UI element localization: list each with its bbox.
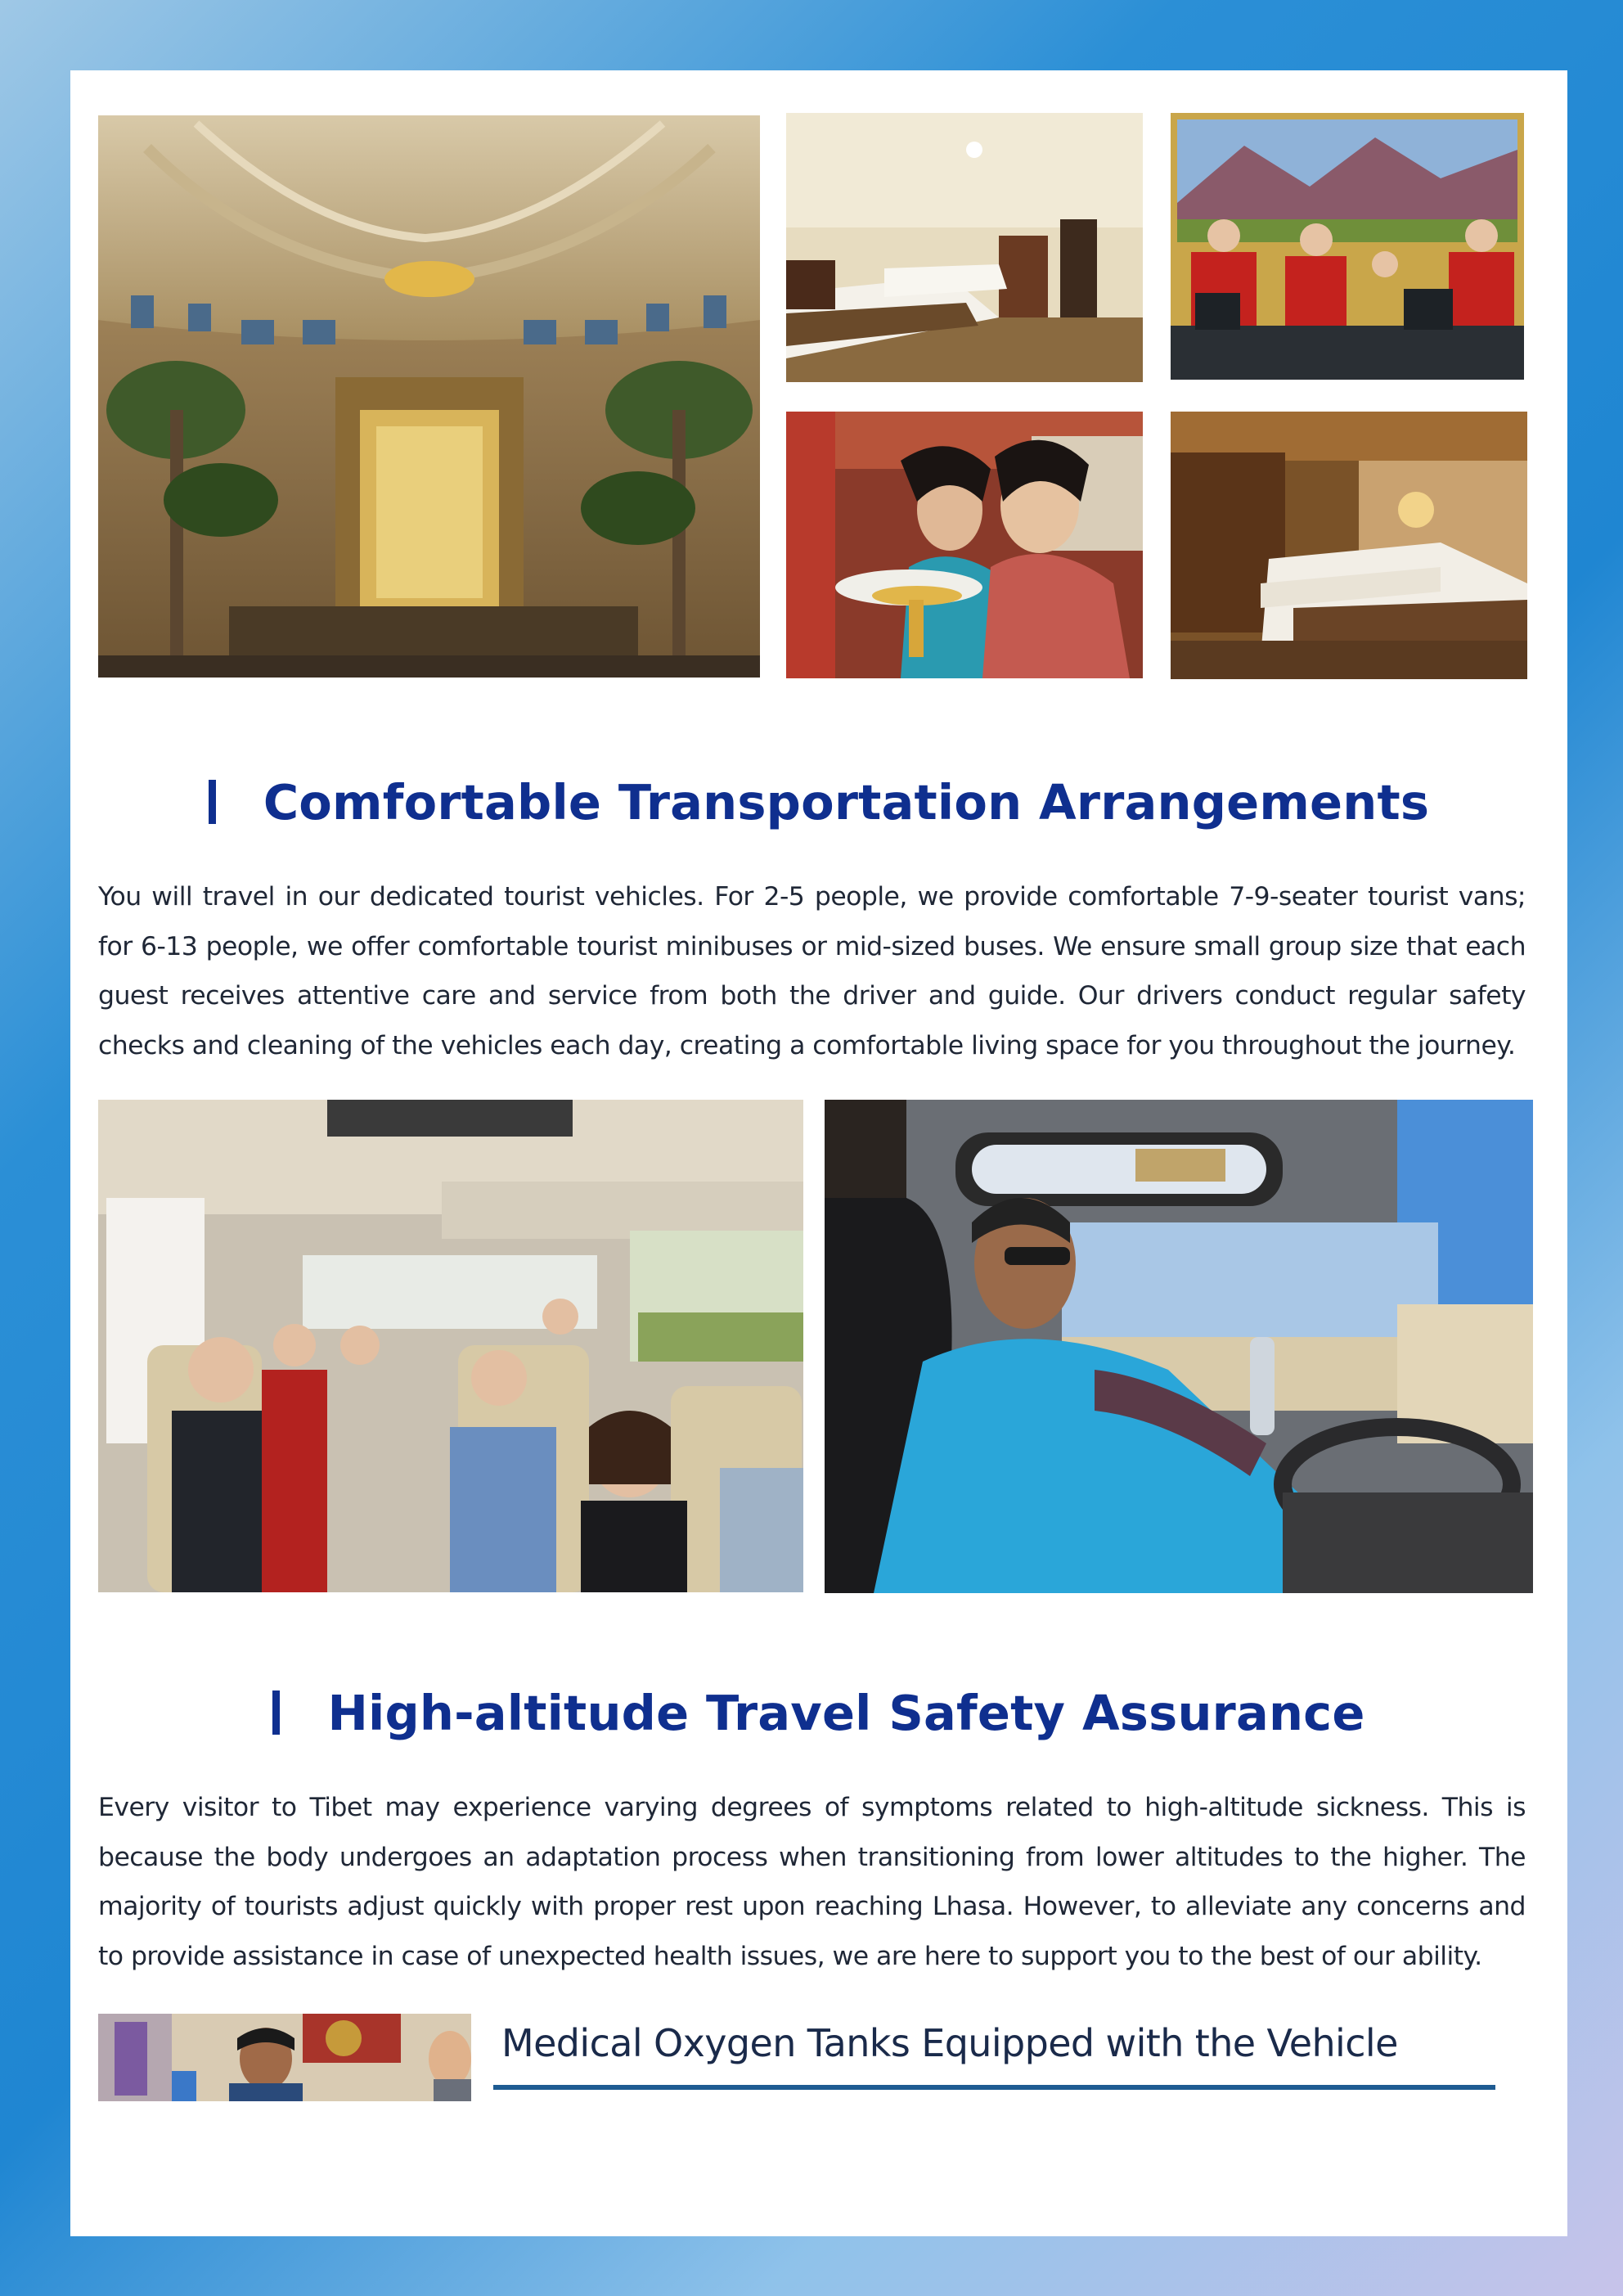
subsection-heading: Medical Oxygen Tanks Equipped with the Vehicle — [501, 2021, 1398, 2065]
oxygen-section-photo — [98, 2014, 471, 2101]
hotel-room-photo — [786, 113, 1143, 382]
tibetan-welcome-photo — [786, 412, 1143, 678]
brochure-page — [70, 70, 1567, 2236]
heading-bar-marker — [209, 780, 216, 824]
section-title: Comfortable Transportation Arrangements — [263, 774, 1430, 831]
hotel-room-twin-photo — [1171, 412, 1527, 679]
driver-photo — [825, 1100, 1533, 1593]
section-heading — [70, 1685, 1567, 1741]
reception-staff-photo — [1171, 113, 1524, 380]
heading-bar-marker — [272, 1690, 280, 1735]
subsection-underline — [493, 2085, 1495, 2090]
section-heading — [70, 774, 1567, 831]
hotel-lobby-photo — [98, 115, 760, 678]
section-title: High-altitude Travel Safety Assurance — [327, 1685, 1365, 1741]
section-body: You will travel in our dedicated tourist vehicles. For 2-5 people, we provide comfortable 7-9-seater tourist vans; for 6-13 people, we offer comfortable tourist minibuses or mid-sized buses. We ensure small group size that each guest receives attentive care and service from both the driver and guide. Our drivers conduct regular safety checks and cleaning of the vehicles each day, creating a comfortable living space for you throughout the journey. — [98, 882, 1526, 1060]
section-body: Every visitor to Tibet may experience varying degrees of symptoms related to high-altitude sickness. This is because the body undergoes an adaptation process when transitioning from lower altitudes to the higher. The majority of tourists adjust quickly with proper rest upon reaching Lhasa. However, to alleviate any concerns and to provide assistance in case of unexpected health issues, we are here to support you to the best of our ability. — [98, 1793, 1526, 1971]
minibus-passengers-photo — [98, 1100, 803, 1592]
